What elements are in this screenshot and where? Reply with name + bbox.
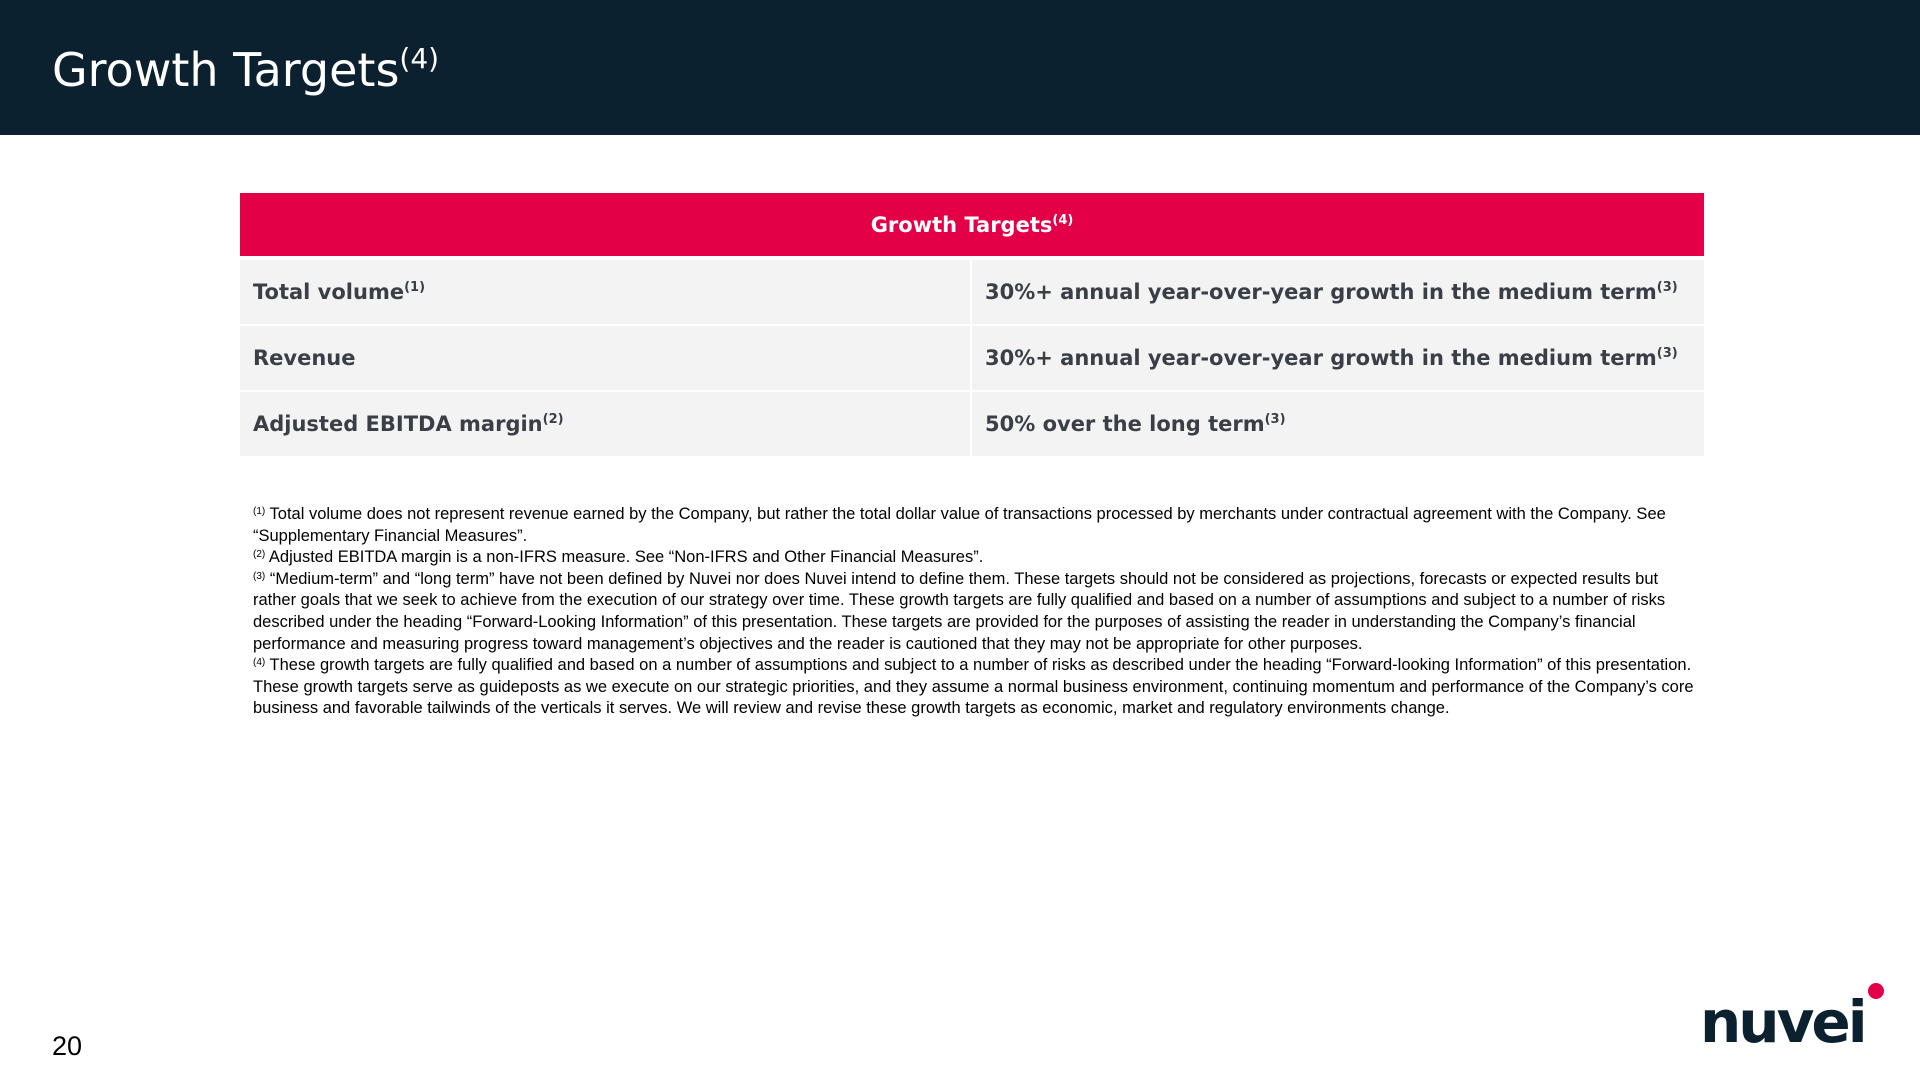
table-row-total-volume (240, 260, 1704, 326)
nuvei-logo-dot (1868, 983, 1884, 999)
target-cell: 30%+ annual year-over-year growth in the medium term$^{(3)}$ (972, 326, 1704, 392)
metric-cell: Adjusted EBITDA margin$^{(2)}$ (240, 392, 972, 456)
target-footnote-ref: (3) (1656, 280, 1678, 295)
target-cell: 50% over the long term$^{(3)}$ (972, 392, 1704, 456)
nuvei-logo-wordmark: nuvei (1700, 988, 1865, 1048)
metric-footnote-ref: (1) (404, 280, 426, 295)
target-footnote-ref: (3) (1264, 412, 1286, 427)
growth-targets-table (240, 193, 1704, 456)
table-heading-footnote-ref: (4) (1052, 212, 1074, 228)
target-cell: 30%+ annual year-over-year growth in the medium term$^{(3)}$ (972, 260, 1704, 326)
table-row-adjusted-ebitda-margin (240, 392, 1704, 456)
footnote-1: $^{(1)}$ Total volume does not represent revenue earned by the Company, but rather the total dollar value of transactions processed by merchants under contractual agreement with the Company. See “Supplementary Financial Measures”. (253, 505, 1666, 545)
footnote-ref: (4) (253, 657, 266, 669)
table-header-row (240, 193, 1704, 260)
target-footnote-ref: (3) (1656, 346, 1678, 361)
footnote-4: $^{(4)}$ These growth targets are fully qualified and based on a number of assumptions and subject to a number of risks as described under the heading “Forward-looking Information” of this presentation. These growth targets serve as guideposts as we execute on our strategic priorities, and they assume a normal business environment, continuing momentum and performance of the Company’s core business and favorable tailwinds of the verticals it serves. We will review and revise these growth targets as economic, market and regulatory environments change. (253, 656, 1694, 718)
nuvei-logo (1700, 978, 1890, 1048)
footnote-3: $^{(3)}$ “Medium-term” and “long term” have not been defined by Nuvei nor does Nuvei intend to define them. These targets should not be considered as projections, forecasts or expected results but rather goals that we seek to achieve from the execution of our strategy over time. These growth targets are fully qualified and based on a number of assumptions and subject to a number of risks described under the heading “Forward-Looking Information” of this presentation. These targets are provided for the purposes of assisting the reader in understanding the Company’s financial performance and measuring progress toward management’s objectives and the reader is cautioned that they may not be appropriate for other purposes. (253, 569, 1666, 653)
page-number: 20 (52, 1031, 83, 1061)
metric-footnote-ref: (2) (542, 412, 564, 427)
page-title-footnote-ref: (4) (399, 42, 440, 75)
footnote-2: $^{(2)}$ Adjusted EBITDA margin is a non-IFRS measure. See “Non-IFRS and Other Financial Measures”. (253, 548, 984, 567)
metric-cell: Total volume$^{(1)}$ (240, 260, 972, 326)
footnotes (253, 504, 1703, 720)
footnote-ref: (3) (253, 570, 266, 582)
page-title: Growth Targets$^{(4)}$ (52, 42, 440, 97)
metric-cell: Revenue (240, 326, 972, 392)
table-heading: Growth Targets$^{(4)}$ (240, 193, 1704, 260)
header-bar (0, 0, 1920, 135)
footnote-ref: (2) (253, 549, 266, 561)
table-row-revenue (240, 326, 1704, 392)
footnote-ref: (1) (253, 506, 266, 517)
